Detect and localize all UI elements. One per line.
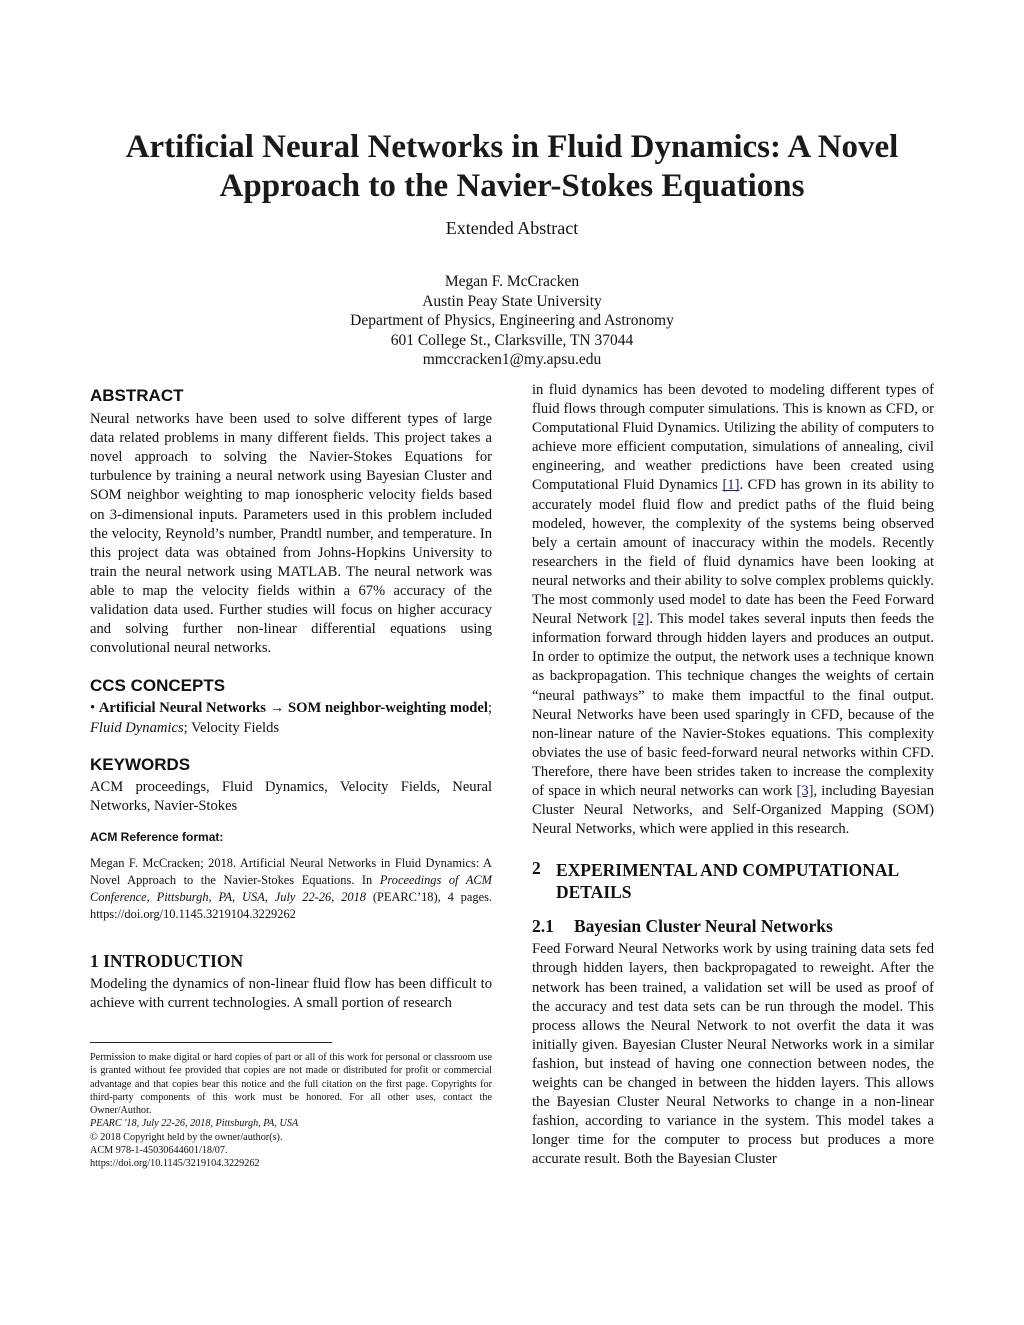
keywords-text: ACM proceedings, Fluid Dynamics, Velocity Fields, Neural Networks, Navier-Stokes <box>90 778 492 814</box>
section-2-1-heading <box>532 917 934 936</box>
footnote-isbn: ACM 978-1-45030644601/18/07. <box>90 1145 228 1157</box>
ccs-text <box>90 699 492 737</box>
acm-ref-heading: ACM Reference format: <box>90 829 224 844</box>
left-column <box>90 386 492 1013</box>
footnote-conference-text: PEARC '18, July 22-26, 2018, Pittsburgh, PA, USA <box>90 1118 299 1130</box>
footnote-divider <box>90 1042 332 1043</box>
intro-continued <box>532 381 934 839</box>
ccs-heading: CCS CONCEPTS <box>90 676 226 696</box>
intro-cont-a: in fluid dynamics has been devoted to modeling different types of fluid flows through computer simulations. This is known as CFD, or Computational Fluid Dynamics. Utilizing the ability of computers to achieve more efficient computation, simulations of annealing, civil engineering, and weather predictions have been created using Computational Fluid Dynamics <box>532 382 934 494</box>
acm-ref-italic: Proceedings of ACM Conference, Pittsburgh, PA, USA, July 22-26, 2018 <box>90 872 492 904</box>
section-2-1-number: 2.1 <box>532 916 554 937</box>
ccs-bullet: • <box>90 700 96 717</box>
section-2-number: 2 <box>532 858 541 879</box>
acm-ref-part1: Megan F. McCracken; 2018. Artificial Neural Networks in Fluid Dynamics: A Novel Approach to the Navier-Stokes Equations. In <box>90 855 492 887</box>
ccs-sep-2: ; <box>183 719 192 736</box>
acm-ref-text <box>90 855 492 923</box>
intro-cont-d: , including Bayesian Cluster Neural Networks, and Self-Organized Mapping (SOM) Neural Networks, which were applied in this research. <box>532 782 934 838</box>
author-address: 601 College St., Clarksville, TN 37044 <box>390 331 634 349</box>
acm-ref-part2: (PEARC’18), 4 pages. https://doi.org/10.1145.3219104.3229262 <box>90 889 492 921</box>
ccs-italic: Fluid Dynamics <box>90 719 184 736</box>
section-2-heading <box>532 859 934 903</box>
abstract-text: Neural networks have been used to solve different types of large data related problems in many different fields. This project takes a novel approach to solving the Navier-Stokes Equations for turbulence by training a neural network using Bayesian Cluster and SOM neighbor weighting to map ionospheric velocity fields based on 3-dimensional inputs. Parameters used in this problem included the velocity, Reynold’s number, Prandtl number, and temperature. In this project data was obtained from Johns-Hopkins University to train the neural network using MATLAB. The neural network was able to map the velocity fields within a 67% accuracy of the validation data used. Further studies will focus on higher accuracy and solving further non-linear differential equations using convolutional neural networks. <box>90 411 492 657</box>
ccs-sep: ; <box>487 700 492 717</box>
paper-subtitle: Extended Abstract <box>445 218 579 238</box>
footnote-copyright: © 2018 Copyright held by the owner/author(s). <box>90 1131 283 1143</box>
intro-cont-c: . This model takes several inputs then feeds the information forward through hidden layers and produces an output. In order to optimize the output, the network uses a technique known as backpropagation. This technique changes the weights of certain “neural pathways” to make them impactful to the final output. Neural Networks have been used sparingly in CFD, because of the non-linear nature of the Navier-Stokes equations. This complexity obviates the use of basic feed-forward neural networks within CFD. Therefore, there have been strides taken to increase the complexity of space in which neural networks can work <box>532 611 934 799</box>
right-column <box>532 381 934 1169</box>
paper-title <box>60 128 964 206</box>
section-2-title-line2: DETAILS <box>556 882 632 903</box>
author-name: Megan F. McCracken <box>444 273 580 290</box>
footnote-doi[interactable]: https://doi.org/10.1145/3219104.3229262 <box>90 1158 260 1170</box>
citation-2[interactable]: [2] <box>632 611 650 628</box>
intro-text: Modeling the dynamics of non-linear fluid flow has been difficult to achieve with current technologies. A small portion of research <box>90 976 492 1012</box>
ccs-bold: Artificial Neural Networks → SOM neighbor-weighting model <box>98 700 488 717</box>
section-2-1-title: Bayesian Cluster Neural Networks <box>574 916 833 937</box>
title-line-2: Approach to the Navier-Stokes Equations <box>219 168 805 204</box>
section-2-1-text: Feed Forward Neural Networks work by using training data sets fed through hidden layers, then backpropagated to reweight. After the network has been trained, a validation set will be used as proof of the accuracy and test data sets can be run through the model. This process allows the Neural Network to not overfit the data it was initially given. Bayesian Cluster Neural Networks work in a similar fashion, but instead of having one connection between nodes, the weights can be changed in between the hidden layers. This allows the Bayesian Cluster Neural Networks to change in a non-linear fashion, according to variance in the system. This model takes a longer time for the computer to process but produces a more accurate result. Both the Bayesian Cluster <box>532 941 934 1168</box>
footnote-permission: Permission to make digital or hard copies of part or all of this work for personal or classroom use is granted without fee provided that copies are not made or distributed for profit or commercial advantage and that copies bear this notice and the full citation on the first page. Copyrights for third-party components of this work must be honored. For all other uses, contact the Owner/Author. <box>90 1052 492 1117</box>
author-block <box>0 272 1024 370</box>
title-line-1: Artificial Neural Networks in Fluid Dynamics: A Novel <box>125 129 899 165</box>
intro-cont-b: . CFD has grown in its ability to accurately model fluid flow and predict paths of the fluid being modeled, however, the complexity of the systems being observed bely a certain amount of inaccuracy within the models. Recently researchers in the field of fluid dynamics have been looking at neural networks and their ability to solve complex problems quickly. The most commonly used model to date has been the Feed Forward Neural Network <box>532 477 934 628</box>
citation-1[interactable]: [1] <box>722 477 740 494</box>
ccs-rest: Velocity Fields <box>191 719 280 736</box>
author-affiliation: Austin Peay State University <box>422 292 602 310</box>
author-department: Department of Physics, Engineering and Astronomy <box>350 312 674 329</box>
keywords-heading: KEYWORDS <box>90 754 191 774</box>
section-2-title <box>556 859 899 903</box>
intro-heading: 1 INTRODUCTION <box>90 950 244 971</box>
footnote-block <box>90 1051 492 1171</box>
section-2-title-line1: EXPERIMENTAL AND COMPUTATIONAL <box>556 860 900 881</box>
footnote-conference <box>90 1117 492 1130</box>
author-email[interactable]: mmccracken1@my.apsu.edu <box>422 351 602 368</box>
citation-3[interactable]: [3] <box>796 782 814 799</box>
abstract-heading: ABSTRACT <box>90 386 184 405</box>
